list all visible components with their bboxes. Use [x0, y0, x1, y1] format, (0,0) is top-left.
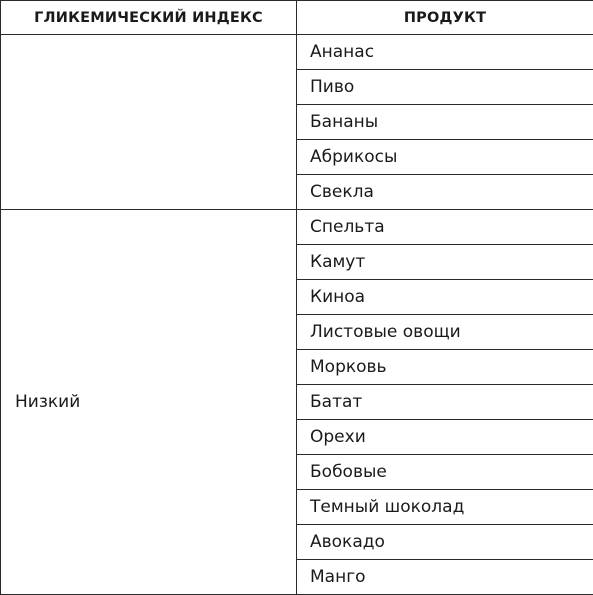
product-cell: Бобовые — [297, 455, 593, 490]
product-cell: Спельта — [297, 210, 593, 245]
product-cell: Бананы — [297, 105, 593, 140]
header-product: ПРОДУКТ — [297, 1, 593, 35]
product-cell: Морковь — [297, 350, 593, 385]
header-glycemic-index: ГЛИКЕМИЧЕСКИЙ ИНДЕКС — [1, 1, 297, 35]
gi-group-cell: Низкий — [1, 210, 297, 595]
gi-group-cell — [1, 35, 297, 210]
product-cell: Манго — [297, 560, 593, 595]
product-cell: Пиво — [297, 70, 593, 105]
product-cell: Орехи — [297, 420, 593, 455]
product-cell: Абрикосы — [297, 140, 593, 175]
product-cell: Ананас — [297, 35, 593, 70]
product-cell: Батат — [297, 385, 593, 420]
product-cell: Свекла — [297, 175, 593, 210]
table-row — [1, 210, 593, 245]
table-row — [1, 35, 593, 70]
product-cell: Авокадо — [297, 525, 593, 560]
product-cell: Камут — [297, 245, 593, 280]
product-cell: Темный шоколад — [297, 490, 593, 525]
header-row — [1, 1, 593, 35]
product-cell: Киноа — [297, 280, 593, 315]
product-cell: Листовые овощи — [297, 315, 593, 350]
